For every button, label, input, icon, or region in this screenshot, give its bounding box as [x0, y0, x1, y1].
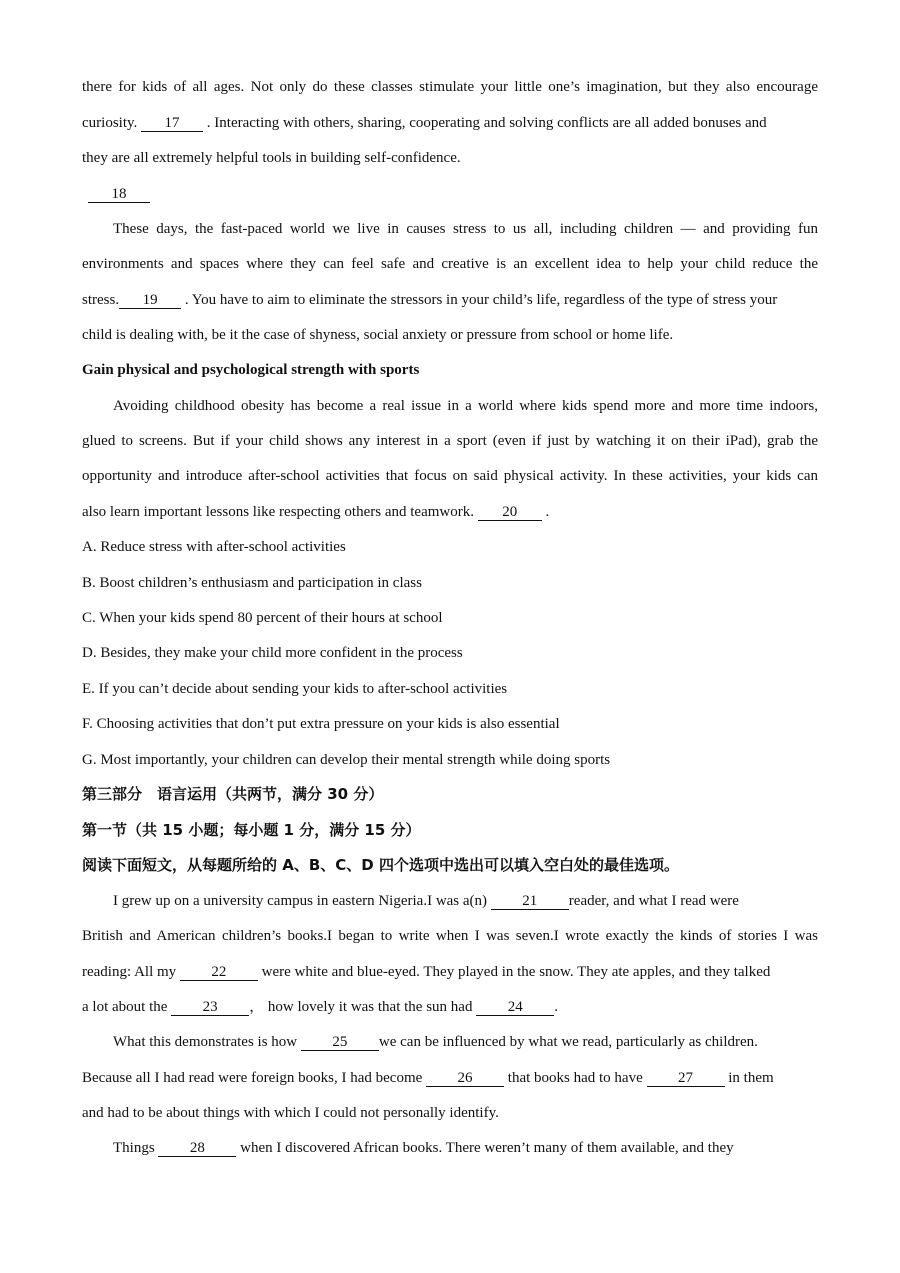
option-a: A. Reduce stress with after-school activities [82, 539, 346, 555]
cloze-line [113, 891, 818, 911]
text-span: in them [728, 1070, 774, 1086]
blank-18: 18 [88, 186, 150, 203]
text-span: . [545, 504, 550, 520]
blank-19: 19 [119, 292, 181, 309]
option-f: F. Choosing activities that don’t put extra pressure on your kids is also essential [82, 716, 560, 732]
blank-25: 25 [301, 1034, 379, 1051]
blank-23: 23 [171, 999, 249, 1016]
blank-28: 28 [158, 1140, 236, 1157]
text-span: also learn important lessons like respecting others and teamwork. [82, 504, 474, 520]
text-span: Because all I had read were foreign books, I had become [82, 1070, 423, 1086]
option-d: D. Besides, they make your child more confident in the process [82, 645, 463, 661]
cloze-line: British and American children’s books.I began to write when I was seven.I wrote exactly the kinds of stories I was [82, 928, 818, 944]
instruction: 阅读下面短文，从每题所给的 A、B、C、D 四个选项中选出可以填入空白处的最佳选项。 [82, 856, 679, 874]
passage-line [82, 113, 818, 133]
passage-line: environments and spaces where they can feel safe and creative is an excellent idea to help your child reduce the [82, 256, 818, 272]
text-span: . [554, 999, 558, 1015]
cloze-line [82, 962, 818, 982]
text-span: . Interacting with others, sharing, cooperating and solving conflicts are all added bonuses and [206, 115, 767, 131]
text-span: were white and blue-eyed. They played in the snow. They ate apples, and they talked [261, 964, 771, 980]
blank-26: 26 [426, 1070, 504, 1087]
text-span: ， how lovely it was that the sun had [249, 999, 473, 1015]
cloze-line: and had to be about things with which I could not personally identify. [82, 1105, 499, 1121]
cloze-line [82, 1068, 818, 1088]
text-span: when I discovered African books. There weren’t many of them available, and they [240, 1140, 734, 1156]
section-heading-cn: 第一节（共 15 小题；每小题 1 分，满分 15 分） [82, 821, 421, 839]
cloze-line [113, 1032, 818, 1052]
passage-line: These days, the fast-paced world we live in causes stress to us all, including children — and providing fun [113, 221, 818, 237]
text-span: Things [113, 1140, 155, 1156]
part-heading: 第三部分 语言运用（共两节，满分 30 分） [82, 785, 384, 803]
passage-line: Avoiding childhood obesity has become a real issue in a world where kids spend more and more time indoors, [113, 398, 818, 414]
blank-17: 17 [141, 115, 203, 132]
option-b: B. Boost children’s enthusiasm and participation in class [82, 575, 422, 591]
text-span: I grew up on a university campus in eastern Nigeria.I was a(n) [113, 893, 488, 909]
blank-22: 22 [180, 964, 258, 981]
section-heading: Gain physical and psychological strength with sports [82, 362, 420, 378]
blank-24: 24 [476, 999, 554, 1016]
blank-21: 21 [491, 893, 569, 910]
blank-27: 27 [647, 1070, 725, 1087]
text-span: curiosity. [82, 115, 138, 131]
text-span: that books had to have [507, 1070, 643, 1086]
passage-line: they are all extremely helpful tools in building self-confidence. [82, 150, 461, 166]
option-g: G. Most importantly, your children can develop their mental strength while doing sports [82, 752, 611, 768]
cloze-line [113, 1138, 818, 1158]
passage-line: there for kids of all ages. Not only do these classes stimulate your little one’s imagination, but they also encourage [82, 79, 818, 95]
text-span: stress. [82, 292, 120, 308]
passage-line: glued to screens. But if your child shows any interest in a sport (even if just by watching it on their iPad), grab the [82, 433, 818, 449]
cloze-line [82, 997, 818, 1017]
passage-line: child is dealing with, be it the case of shyness, social anxiety or pressure from school or home life. [82, 327, 674, 343]
text-span: reading: All my [82, 964, 177, 980]
option-e: E. If you can’t decide about sending your kids to after-school activities [82, 681, 508, 697]
option-c: C. When your kids spend 80 percent of their hours at school [82, 610, 443, 626]
passage-line [88, 184, 824, 204]
text-span: What this demonstrates is how [113, 1034, 298, 1050]
text-span: . You have to aim to eliminate the stressors in your child’s life, regardless of the type of stress your [184, 292, 778, 308]
passage-line [82, 290, 818, 310]
passage-line: opportunity and introduce after-school activities that focus on said physical activity. In these activities, your kids can [82, 468, 818, 484]
blank-20: 20 [478, 504, 542, 521]
text-span: we can be influenced by what we read, particularly as children. [378, 1034, 758, 1050]
passage-line [82, 502, 818, 522]
text-span: a lot about the [82, 999, 168, 1015]
text-span: reader, and what I read were [568, 893, 739, 909]
